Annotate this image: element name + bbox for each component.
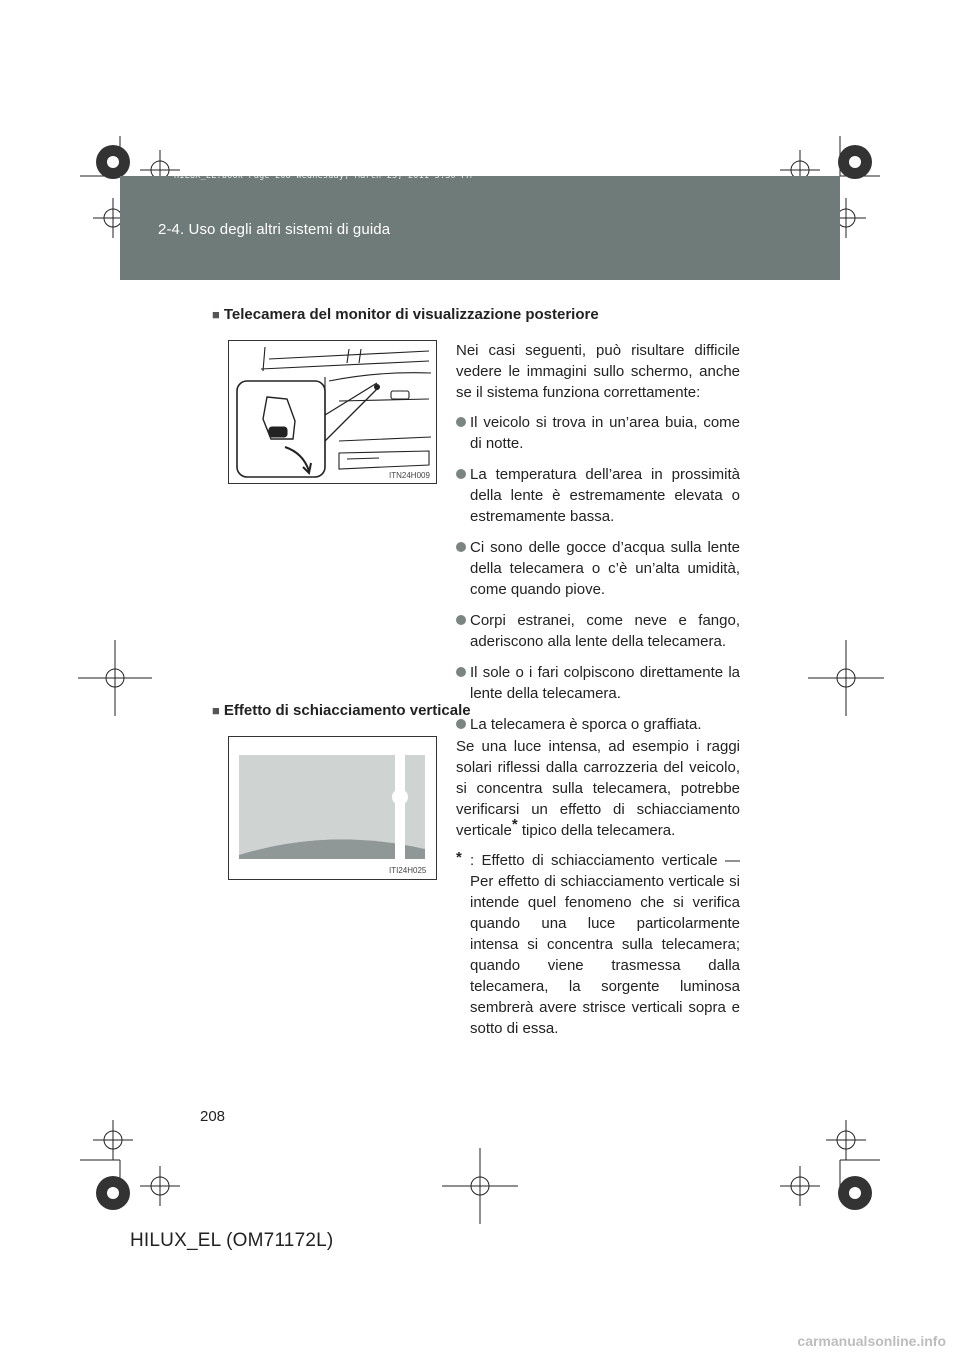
square-bullet-icon: ■ [212,703,220,718]
footer-model: HILUX_EL (OM71172L) [130,1230,334,1251]
smear-text-end: tipico della telecamera. [517,822,676,839]
book-stamp: HILUX_EL.book Page 208 Wednesday, March 23, 2011 3:30 PM [174,171,472,181]
smear-text [456,736,740,1039]
section-title-text: Telecamera del monitor di visualizzazione posteriore [223,306,599,323]
square-bullet-icon: ■ [212,307,220,322]
bullet-item: Corpi estranei, come neve e fango, aderiscono alla lente della telecamera. [456,610,740,652]
figure-rear-camera [228,340,437,484]
footnote-text: : Effetto di schiacciamento verticale — Per effetto di schiacciamento verticale si intende quel fenomeno che si verifica quando una luce particolarmente intensa si concentra sulla telecamera; quando viene trasmessa dalla telecamera, la sorgente luminosa sembrerà avere strisce verticali sopra e sotto di essa. [470,852,740,1037]
section-title-rear-camera [212,306,599,323]
tailgate-illustration [229,341,436,483]
footnote [456,850,740,1039]
section-title-smear [212,702,471,719]
asterisk-mark: * [511,816,518,833]
figure-smear-effect [228,736,437,880]
bullet-item: Il veicolo si trova in un’area buia, come di notte. [456,412,740,454]
rear-camera-text [456,340,740,745]
section-title-text: Effetto di schiacciamento verticale [223,702,471,719]
figure-code-2: ITI24H025 [389,866,427,875]
intro-paragraph: Nei casi seguenti, può risultare difficile vedere le immagini sullo schermo, anche se il sistema funziona correttamente: [456,342,740,401]
page-number: 208 [200,1108,226,1125]
figure-code-1: ITN24H009 [389,471,430,480]
footnote-marker: * [456,849,462,866]
smear-text-start: Se una luce intensa, ad esempio i raggi solari riflessi dalla carrozzeria del veicolo, si concentra sulla telecamera, potrebbe verificarsi un effetto di schiacciamento verticale [456,738,740,839]
bullet-item: La temperatura dell’area in prossimità della lente è estremamente elevata o estremamente bassa. [456,464,740,527]
watermark: carmanualsonline.info [797,1333,946,1349]
bullet-item: La telecamera è sporca o graffiata. [456,714,740,735]
bullet-item: Il sole o i fari colpiscono direttamente la lente della telecamera. [456,662,740,704]
smear-illustration [229,737,436,879]
section-header: 2-4. Uso degli altri sistemi di guida [158,221,391,238]
bullet-item: Ci sono delle gocce d’acqua sulla lente della telecamera o c’è un’alta umidità, come quando piove. [456,537,740,600]
smear-paragraph [456,736,740,841]
